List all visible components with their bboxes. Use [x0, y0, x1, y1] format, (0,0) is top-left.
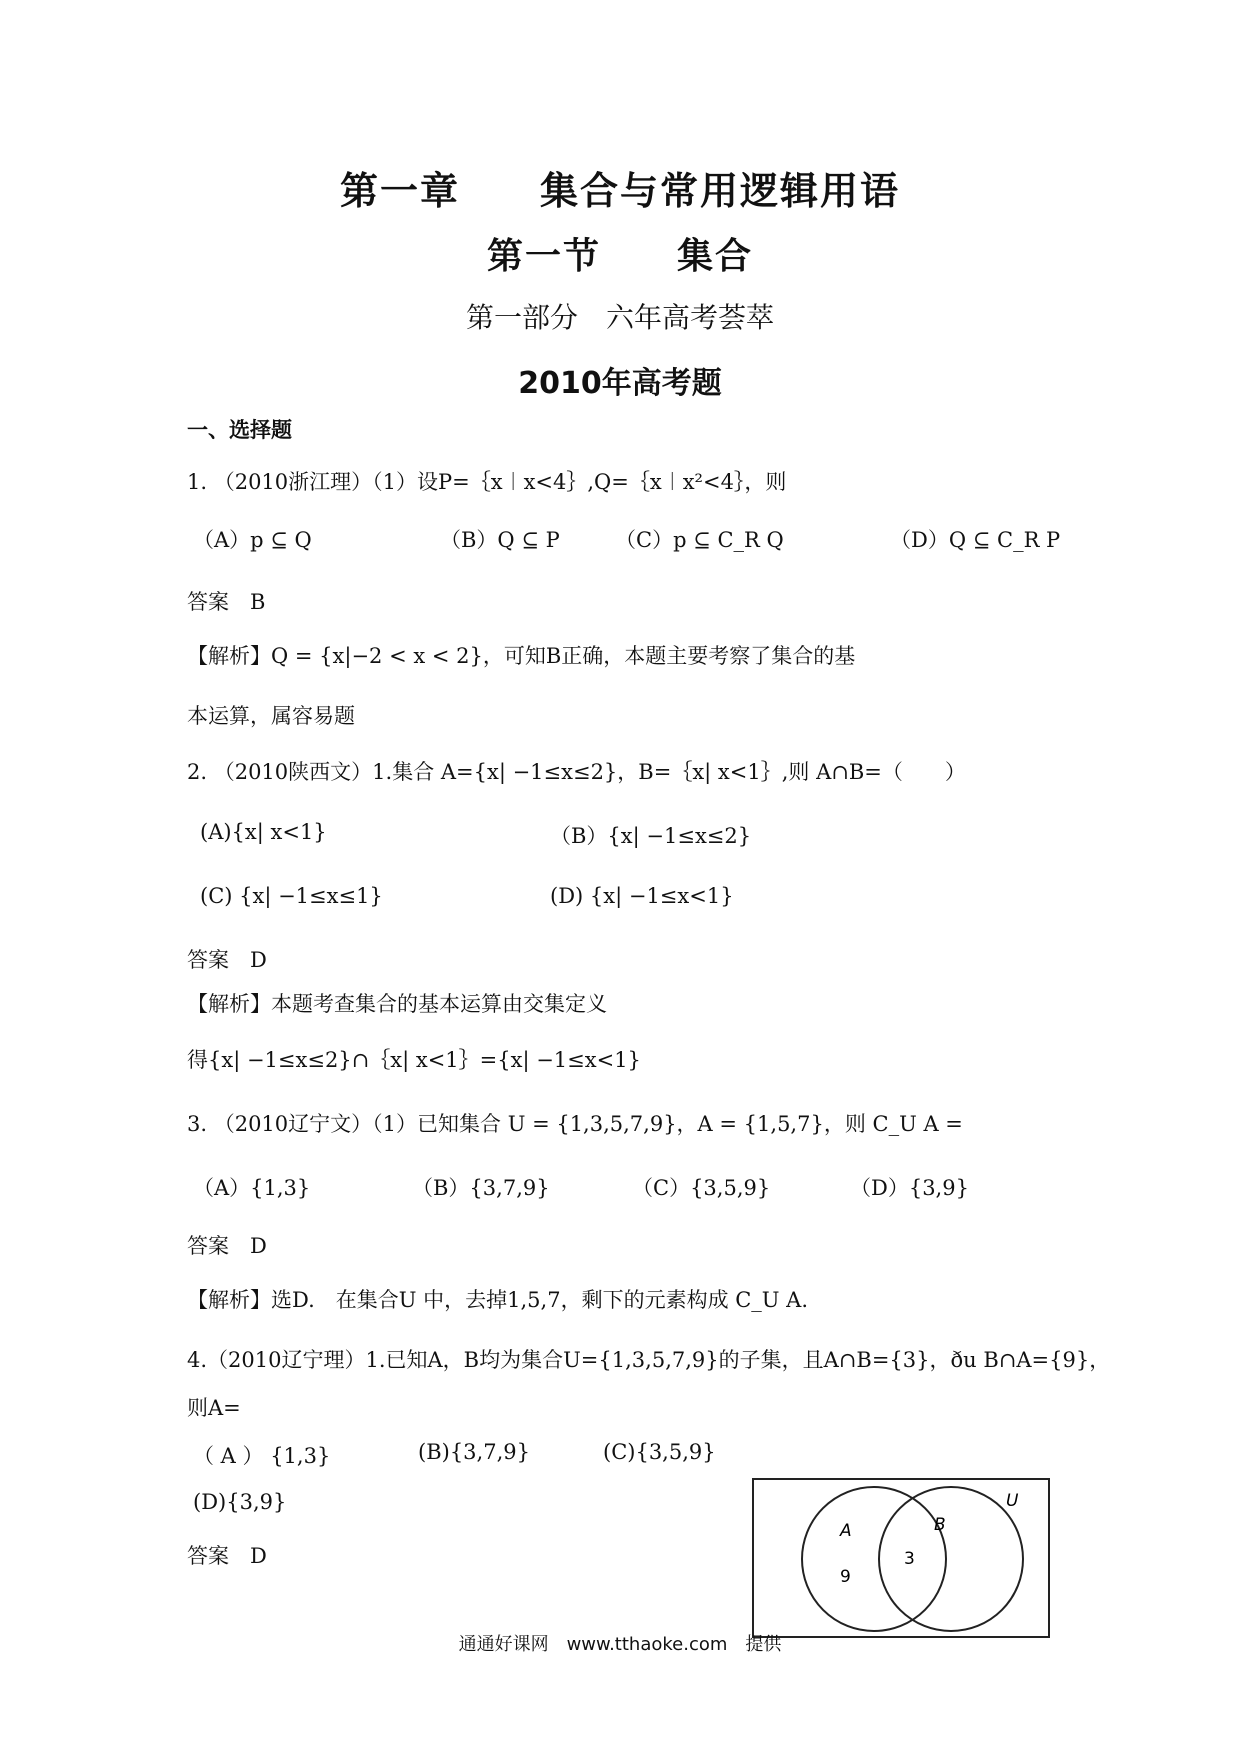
q4-option-c: (C){3,5,9}	[603, 1440, 716, 1464]
q2-analysis: 【解析】本题考查集合的基本运算由交集定义	[187, 992, 607, 1016]
q1-option-c: （C）p ⊆ C_R Q	[615, 528, 784, 552]
q1-option-b: （B）Q ⊆ P	[440, 528, 560, 552]
section-label: 一、选择题	[187, 418, 292, 442]
venn-label-a: A	[840, 1521, 852, 1541]
q2-option-a: (A){x| x<1}	[200, 820, 327, 844]
q3-stem: 3. （2010辽宁文）（1）已知集合 U = {1,3,5,7,9}，A = {1,5,7}，则 C_U A =	[187, 1112, 963, 1136]
q3-option-d: （D）{3,9}	[850, 1176, 969, 1200]
q4-answer: 答案 D	[187, 1544, 267, 1568]
q4-stem: 4.（2010辽宁理）1.已知A，B均为集合U={1,3,5,7,9}的子集，且A∩B={3}，ðu B∩A={9}，	[187, 1348, 1111, 1372]
q3-option-c: （C）{3,5,9}	[632, 1176, 771, 1200]
q2-option-b: （B）{x| −1≤x≤2}	[550, 824, 752, 848]
q1-analysis: 【解析】Q = {x|−2 < x < 2}，可知B正确，本题主要考察了集合的基	[187, 644, 856, 668]
q2-option-d: (D) {x| −1≤x<1}	[550, 884, 734, 908]
footer: 通通好课网 www.tthaoke.com 提供	[458, 1634, 782, 1655]
q2-answer: 答案 D	[187, 948, 267, 972]
chapter-title: 第一章 集合与常用逻辑用语	[339, 169, 900, 213]
q3-option-a: （A）{1,3}	[193, 1176, 311, 1200]
q2-stem: 2. （2010陕西文）1.集合 A={x| −1≤x≤2}，B=｛x| x<1｝,则 A∩B=（ ）	[187, 760, 966, 784]
venn-value-both: 3	[904, 1549, 915, 1569]
q1-stem: 1. （2010浙江理）（1）设P=｛x︱x<4｝,Q=｛x︱x²<4｝，则	[187, 470, 787, 494]
section-title: 第一节 集合	[486, 236, 753, 277]
q4-option-a: （ A ） {1,3}	[193, 1444, 331, 1468]
q3-analysis: 【解析】选D. 在集合U 中，去掉1,5,7，剩下的元素构成 C_U A.	[187, 1288, 809, 1312]
q1-option-a: （A）p ⊆ Q	[193, 528, 312, 552]
q3-option-b: （B）{3,7,9}	[412, 1176, 550, 1200]
q2-option-c: (C) {x| −1≤x≤1}	[200, 884, 383, 908]
year-title: 2010年高考题	[518, 366, 722, 401]
venn-circle-b	[879, 1487, 1023, 1631]
venn-label-u: U	[1006, 1491, 1019, 1511]
q1-answer: 答案 B	[187, 590, 266, 614]
venn-label-b: B	[934, 1515, 946, 1535]
venn-universe-box	[753, 1479, 1049, 1637]
q1-analysis-cont: 本运算，属容易题	[187, 704, 355, 728]
q4-option-b: (B){3,7,9}	[418, 1440, 530, 1464]
q4-stem-cont: 则A=	[187, 1396, 241, 1420]
part-title: 第一部分 六年高考荟萃	[465, 301, 774, 334]
q1-option-d: （D）Q ⊆ C_R P	[890, 528, 1061, 552]
q3-answer: 答案 D	[187, 1234, 267, 1258]
venn-value-only-a: 9	[840, 1567, 851, 1587]
venn-diagram	[752, 1478, 1050, 1638]
q2-analysis-cont: 得{x| −1≤x≤2}∩｛x| x<1｝={x| −1≤x<1}	[187, 1048, 641, 1072]
venn-circle-a	[802, 1487, 946, 1631]
q4-option-d: (D){3,9}	[193, 1490, 287, 1514]
